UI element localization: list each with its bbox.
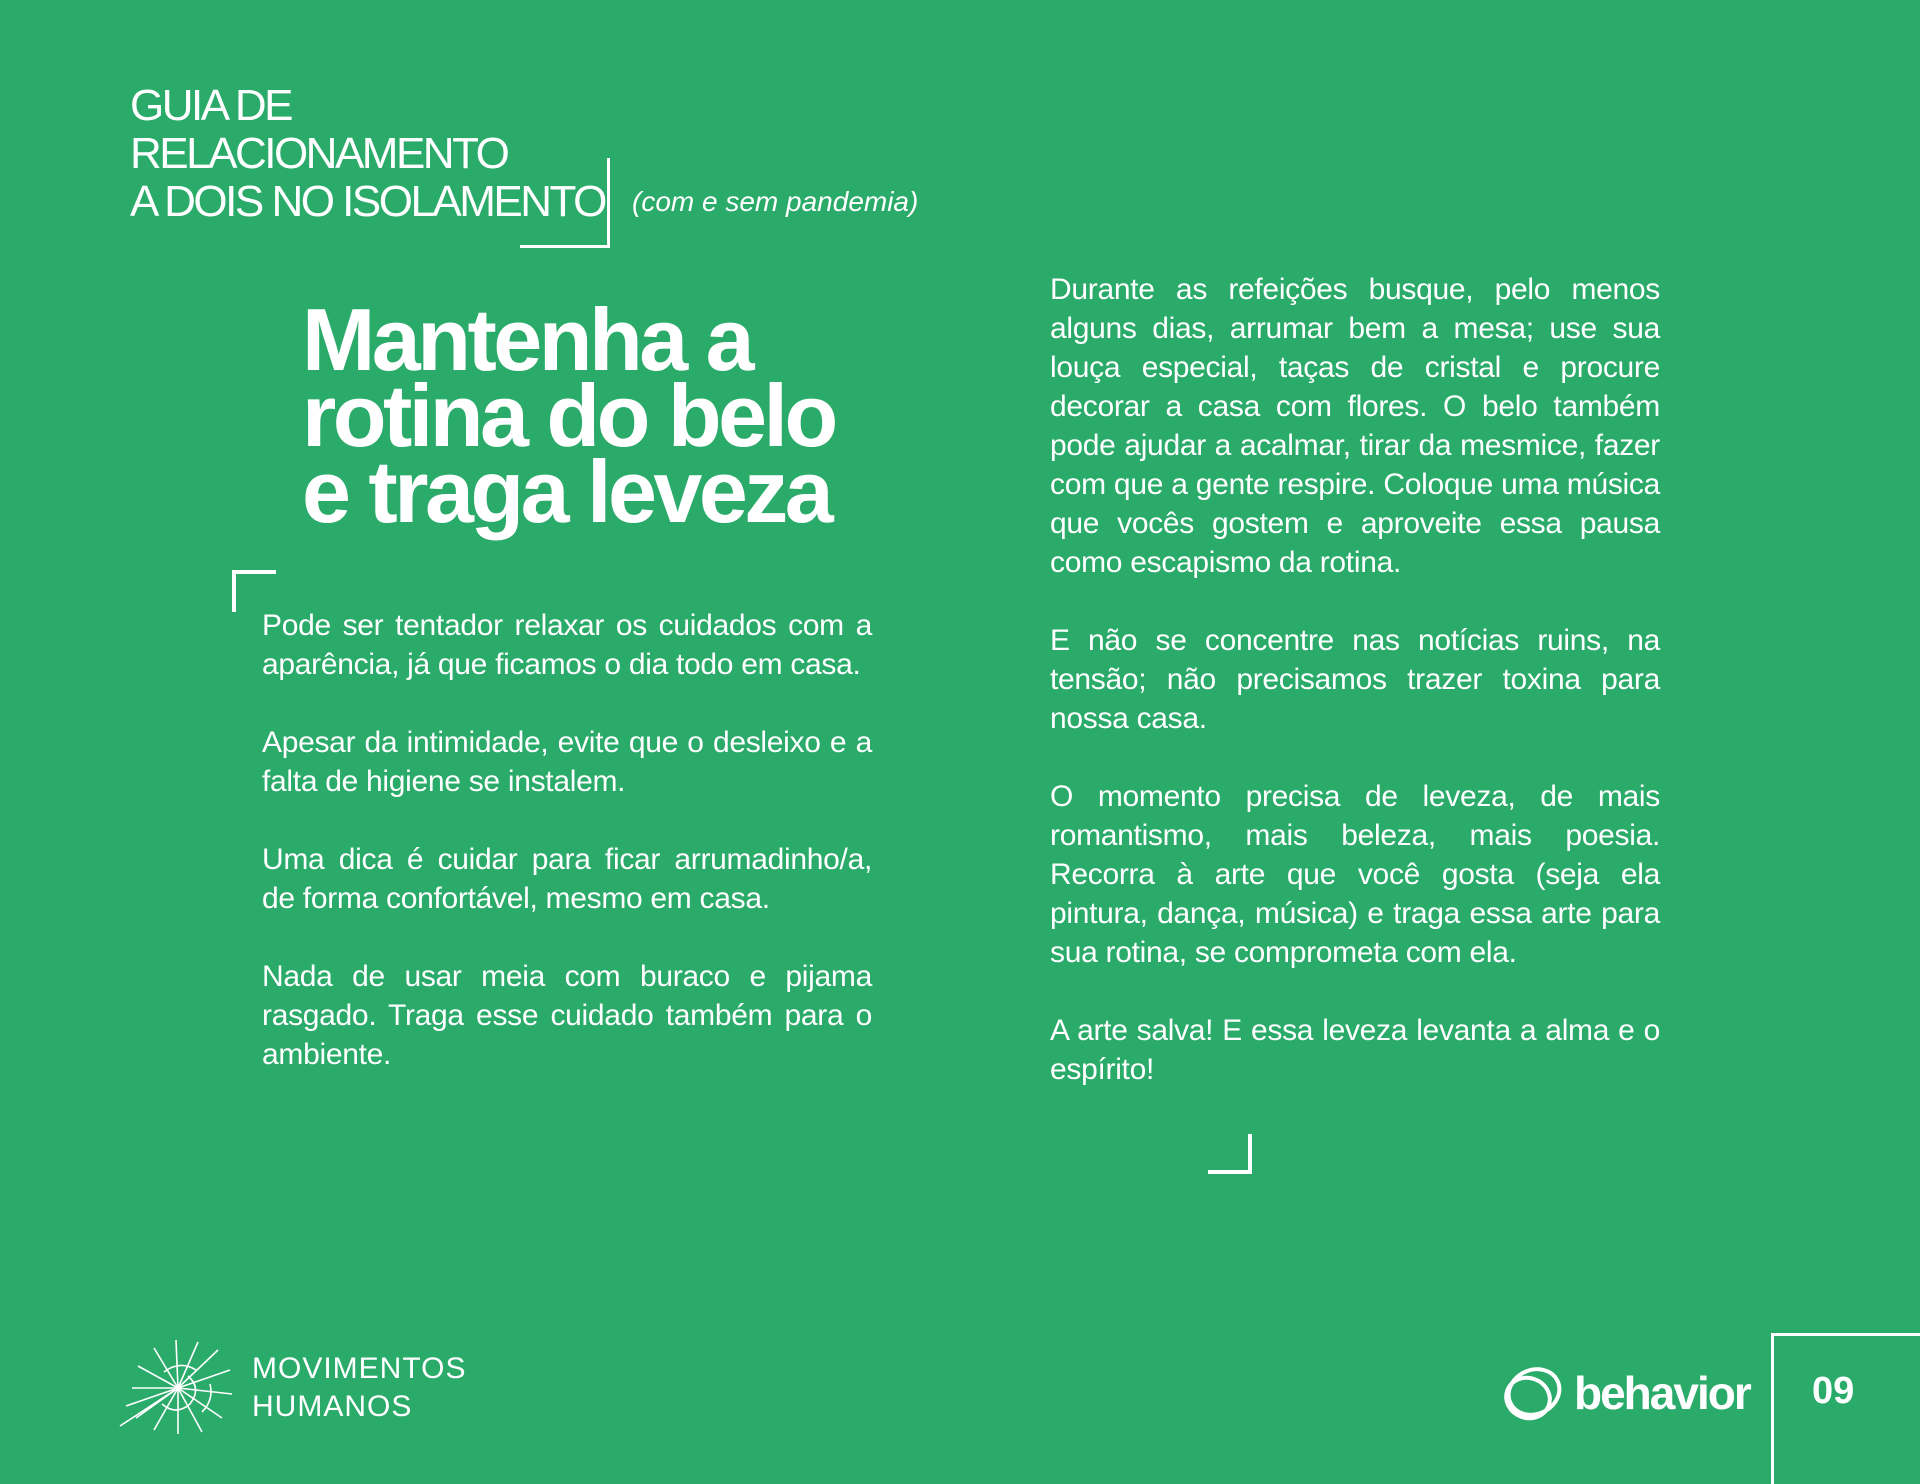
movimentos-line-1: MOVIMENTOS bbox=[252, 1352, 467, 1385]
movimentos-humanos-logo-text bbox=[252, 1350, 466, 1426]
guide-title-line-2: RELACIONAMENTO bbox=[130, 129, 508, 178]
right-paragraph-2: E não se concentre nas notícias ruins, na tensão; não precisamos trazer toxina para nossa casa. bbox=[1050, 624, 1660, 735]
left-paragraph-3: Uma dica é cuidar para ficar arrumadinho/a, de forma confortável, mesmo em casa. bbox=[262, 843, 872, 915]
behavior-logo-text: behavior bbox=[1574, 1367, 1750, 1419]
section-heading bbox=[302, 290, 922, 541]
left-paragraph-4: Nada de usar meia com buraco e pijama rasgado. Traga esse cuidado também para o ambiente. bbox=[262, 960, 872, 1071]
left-paragraph-1: Pode ser tentador relaxar os cuidados com a aparência, já que ficamos o dia todo em casa. bbox=[262, 609, 872, 681]
close-bracket-decoration bbox=[1208, 1134, 1252, 1174]
section-heading-line-1: Mantenha a bbox=[302, 290, 752, 389]
page-number: 09 bbox=[1812, 1370, 1855, 1412]
right-paragraph-4: A arte salva! E essa leveza levanta a alma e o espírito! bbox=[1050, 1014, 1660, 1086]
section-heading-line-2: rotina do belo bbox=[302, 366, 835, 465]
right-paragraph-3: O momento precisa de leveza, de mais romantismo, mais beleza, mais poesia. Recorra à arte que você gosta (seja ela pintura, dança, música) e traga essa arte para sua rotina, se comprometa com ela. bbox=[1050, 780, 1660, 969]
right-paragraph-1: Durante as refeições busque, pelo menos alguns dias, arrumar bem a mesa; use sua louça especial, taças de cristal e procure decorar a casa com flores. O belo também pode ajudar a acalmar, tirar da mesmice, fazer com que a gente respire. Coloque uma música que vocês gostem e aproveite essa pausa como escapismo da rotina. bbox=[1050, 273, 1660, 579]
left-column-text bbox=[262, 606, 872, 1113]
guide-title-line-1: GUIA DE bbox=[130, 81, 291, 130]
guide-subtitle: (com e sem pandemia) bbox=[632, 186, 919, 217]
guide-title-line-3: A DOIS NO ISOLAMENTO bbox=[130, 177, 605, 226]
header-bracket-decoration bbox=[520, 158, 610, 248]
sunburst-spiral-icon bbox=[118, 1336, 236, 1436]
movimentos-line-2: HUMANOS bbox=[252, 1390, 413, 1423]
left-paragraph-2: Apesar da intimidade, evite que o desleixo e a falta de higiene se instalem. bbox=[262, 726, 872, 798]
right-column-text bbox=[1050, 270, 1660, 1128]
overlapping-circles-icon bbox=[1500, 1362, 1564, 1426]
section-heading-line-3: e traga leveza bbox=[302, 442, 831, 541]
